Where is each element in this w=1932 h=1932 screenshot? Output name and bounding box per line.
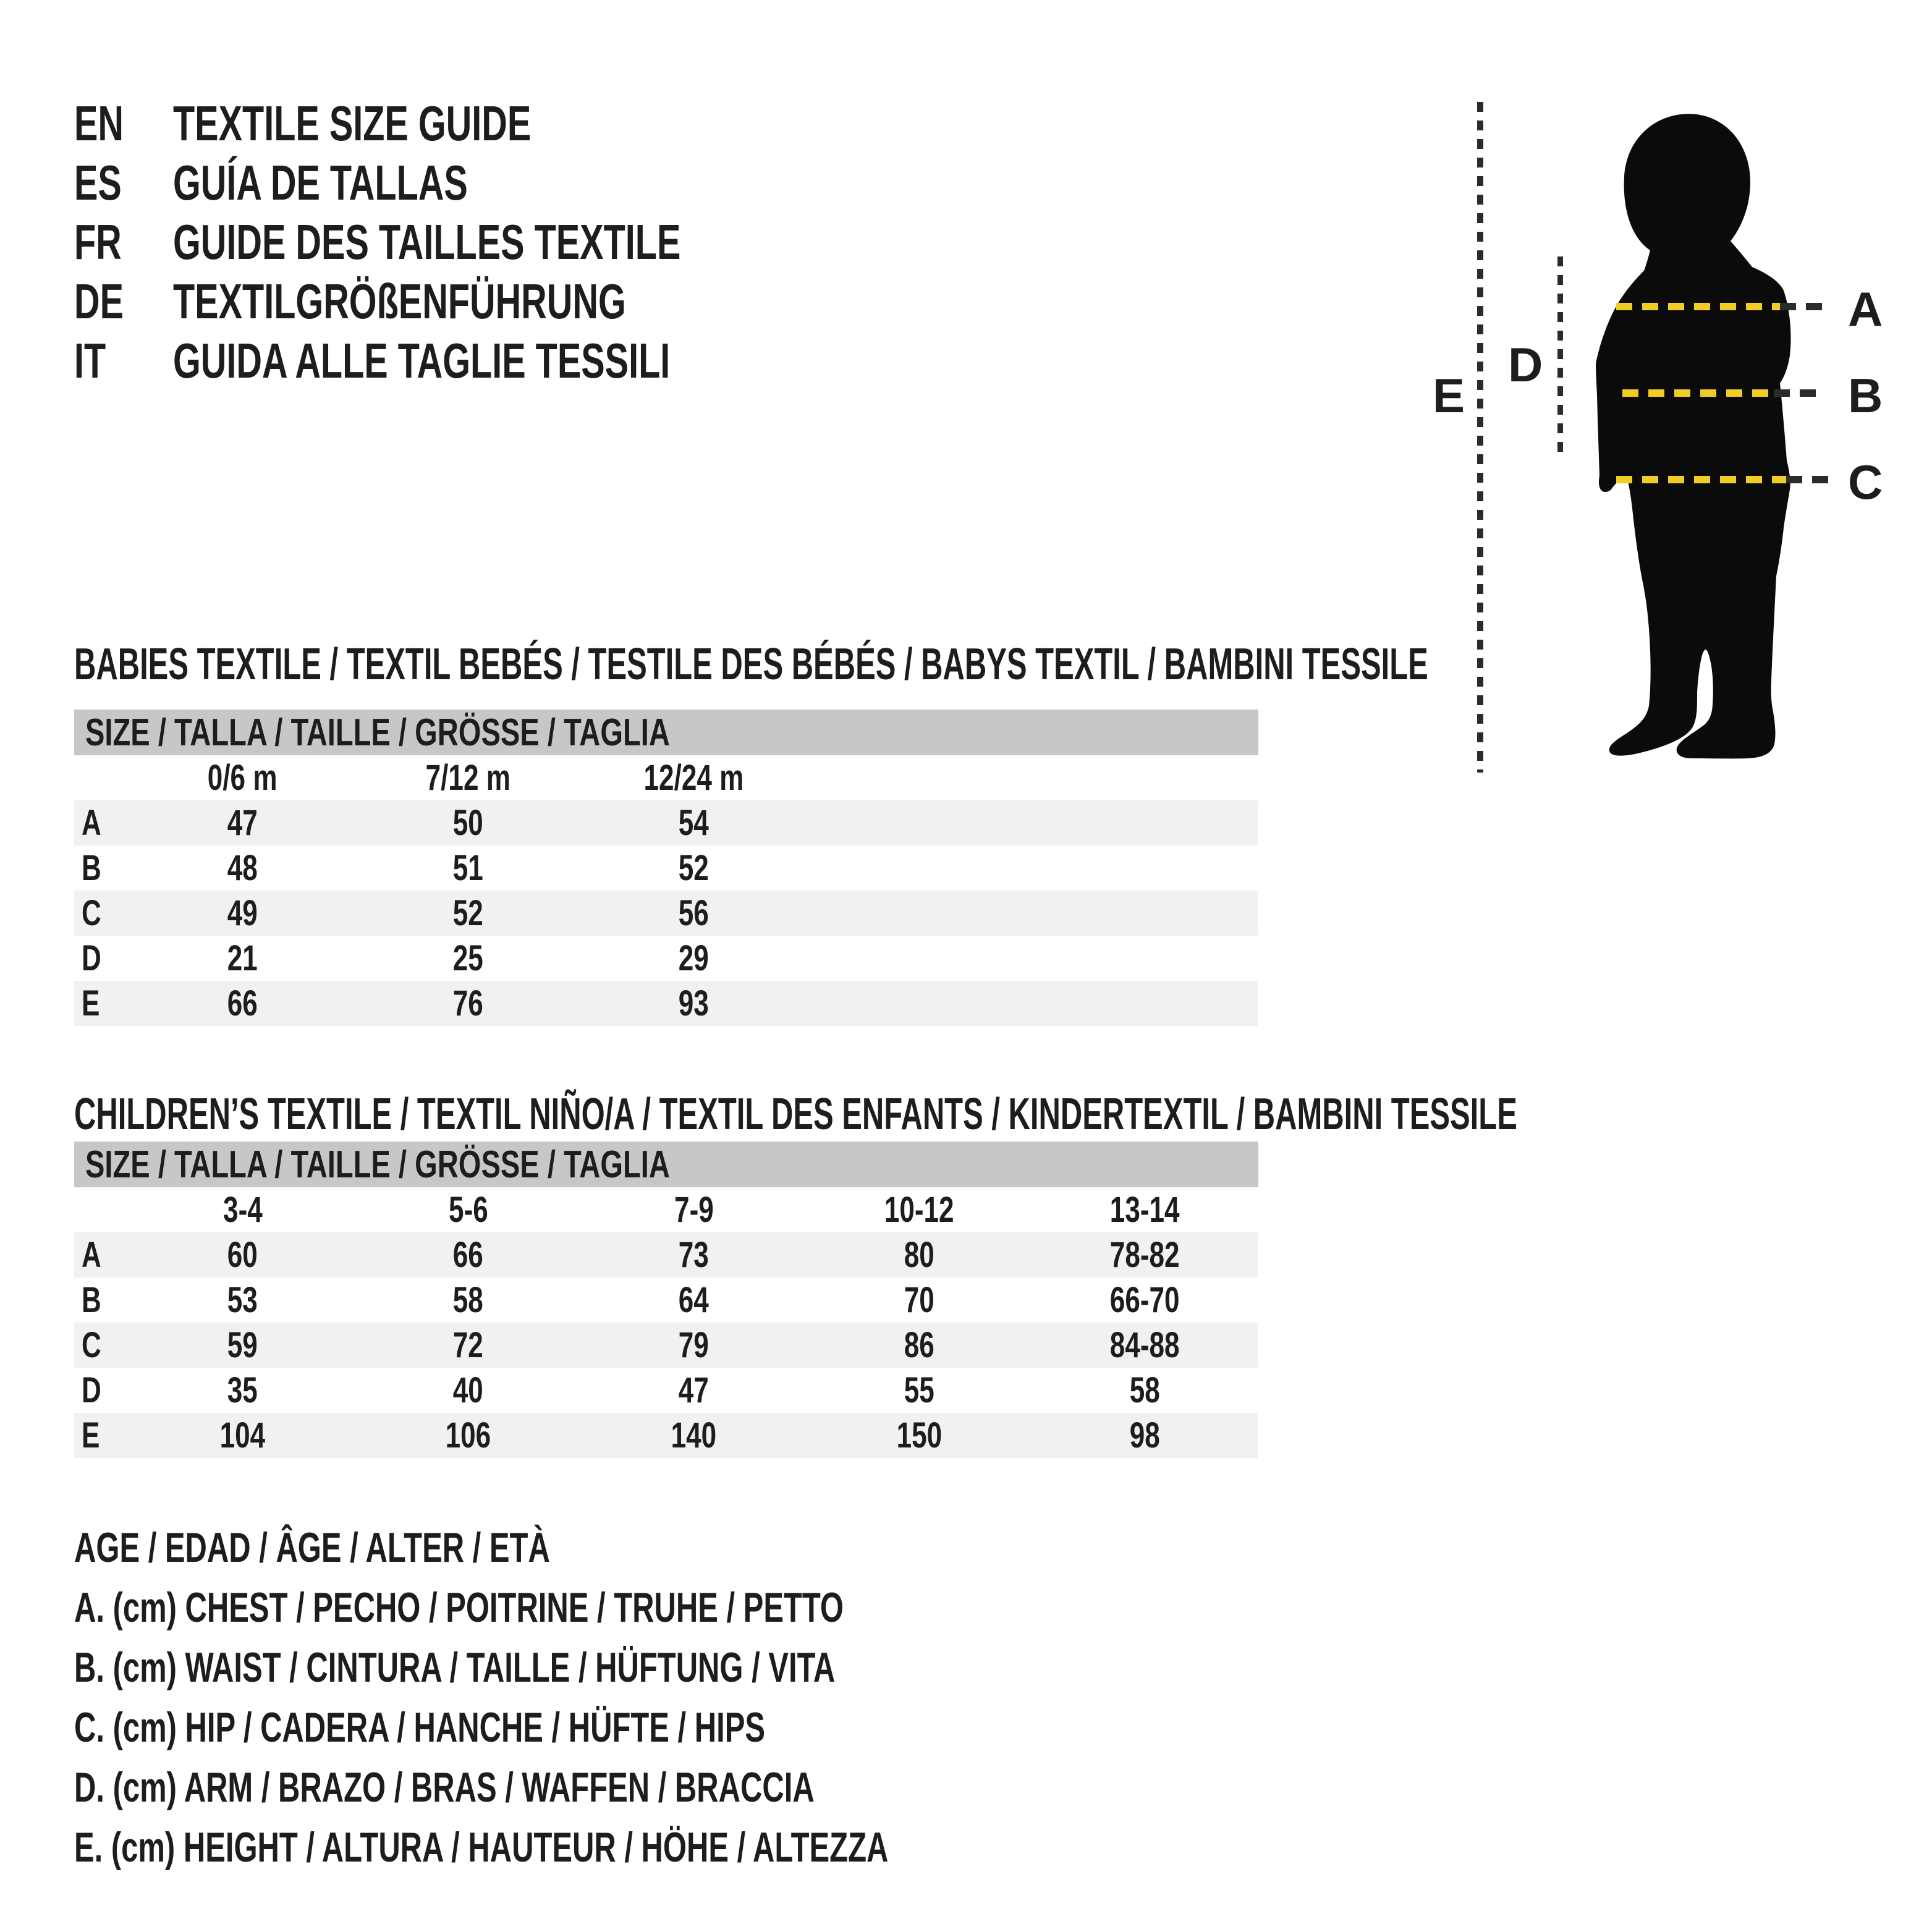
row-label: C [82, 893, 101, 933]
children-col-3: 10-12 [884, 1190, 954, 1230]
legend-chest: A. (cm) CHEST / PECHO / POITRINE / TRUHE / PETTO [74, 1583, 844, 1631]
row-label: D [82, 938, 101, 978]
legend-age: AGE / EDAD / ÂGE / ALTER / ETÀ [74, 1523, 550, 1571]
lang-row-en [74, 94, 878, 153]
table-row: E 104 106 140 150 98 [74, 1413, 1258, 1458]
babies-section-heading: BABIES TEXTILE / TEXTIL BEBÉS / TESTILE DES BÉBÉS / BABYS TEXTIL / BAMBINI TESSILE [74, 640, 1428, 689]
chest-line-dark-dashes [1780, 303, 1823, 310]
babies-col-1: 7/12 m [425, 758, 511, 798]
children-col-4: 13-14 [1110, 1190, 1180, 1230]
lang-row-fr [74, 213, 878, 272]
babies-size-header-bar: SIZE / TALLA / TAILLE / GRÖSSE / TAGLIA [74, 710, 1258, 755]
guide-title-fr: GUIDE DES TAILLES TEXTILE [173, 214, 681, 269]
waist-line-yellow-dashes [1622, 389, 1774, 397]
lang-code-fr: FR [74, 214, 122, 269]
waist-measure-line [1622, 389, 1823, 397]
row-label: B [82, 1280, 101, 1320]
legend-arm: D. (cm) ARM / BRAZO / BRAS / WAFFEN / BRACCIA [74, 1763, 815, 1811]
measure-label-c: C [1848, 455, 1883, 509]
lang-code-es: ES [74, 155, 122, 210]
row-label: D [82, 1370, 101, 1410]
table-row: E 66 76 93 [74, 981, 1258, 1026]
guide-title-es: GUÍA DE TALLAS [173, 155, 468, 210]
table-row: C 49 52 56 [74, 891, 1258, 936]
measure-label-b: B [1848, 368, 1883, 423]
lang-code-en: EN [74, 96, 124, 151]
children-col-0: 3-4 [222, 1190, 263, 1230]
measure-label-d: D [1508, 337, 1543, 392]
row-label: E [82, 1415, 100, 1455]
row-label: A [82, 1235, 101, 1275]
lang-row-de [74, 272, 878, 331]
children-section-heading: CHILDREN’S TEXTILE / TEXTIL NIÑO/A / TEXTIL DES ENFANTS / KINDERTEXTIL / BAMBINI TESSILE [74, 1090, 1517, 1139]
row-label: B [82, 848, 101, 888]
chest-measure-line [1616, 303, 1823, 310]
table-row: A 60 66 73 80 78-82 [74, 1232, 1258, 1277]
table-row: C 59 72 79 86 84-88 [74, 1323, 1258, 1368]
children-size-header-bar: SIZE / TALLA / TAILLE / GRÖSSE / TAGLIA [74, 1142, 1258, 1187]
hip-line-yellow-dashes [1616, 476, 1786, 483]
legend-height: E. (cm) HEIGHT / ALTURA / HAUTEUR / HÖHE / ALTEZZA [74, 1823, 889, 1871]
babies-column-header-row [74, 755, 1258, 800]
table-row: D 21 25 29 [82, 938, 710, 978]
guide-title-it: GUIDA ALLE TAGLIE TESSILI [173, 333, 671, 388]
children-column-header-row [74, 1187, 1258, 1232]
babies-col-0: 0/6 m [208, 758, 278, 798]
arm-measure-dotted-line [1557, 256, 1563, 455]
guide-title-en: TEXTILE SIZE GUIDE [173, 96, 532, 151]
lang-row-es [74, 153, 878, 213]
table-row: A 47 50 54 [74, 800, 1258, 845]
legend-waist: B. (cm) WAIST / CINTURA / TAILLE / HÜFTUNG / VITA [74, 1643, 836, 1691]
waist-line-dark-dashes [1774, 389, 1823, 397]
table-row: D 35 40 47 55 58 [82, 1370, 1161, 1410]
row-label: E [82, 983, 100, 1023]
guide-title-de: TEXTILGRÖßENFÜHRUNG [173, 274, 626, 329]
language-title-list [74, 94, 878, 391]
babies-size-table [74, 710, 1258, 1026]
measure-label-e: E [1433, 368, 1465, 423]
hip-measure-line [1616, 476, 1829, 483]
row-label: C [82, 1325, 101, 1365]
table-row: B 53 58 64 70 66-70 [82, 1280, 1180, 1320]
lang-code-it: IT [74, 333, 106, 388]
table-row: B 48 51 52 [82, 848, 710, 888]
measure-legend [74, 1517, 1205, 1877]
row-label: A [82, 803, 101, 843]
chest-line-yellow-dashes [1616, 303, 1780, 310]
children-col-1: 5-6 [448, 1190, 488, 1230]
lang-row-it [74, 331, 878, 391]
children-size-table [74, 1142, 1258, 1458]
babies-col-2: 12/24 m [643, 758, 744, 798]
legend-hip: C. (cm) HIP / CADERA / HANCHE / HÜFTE / HIPS [74, 1703, 766, 1751]
children-col-2: 7-9 [674, 1190, 714, 1230]
lang-code-de: DE [74, 274, 124, 329]
hip-line-dark-dashes [1786, 476, 1829, 483]
measurement-figure [1415, 99, 1922, 803]
measure-label-a: A [1848, 282, 1883, 336]
